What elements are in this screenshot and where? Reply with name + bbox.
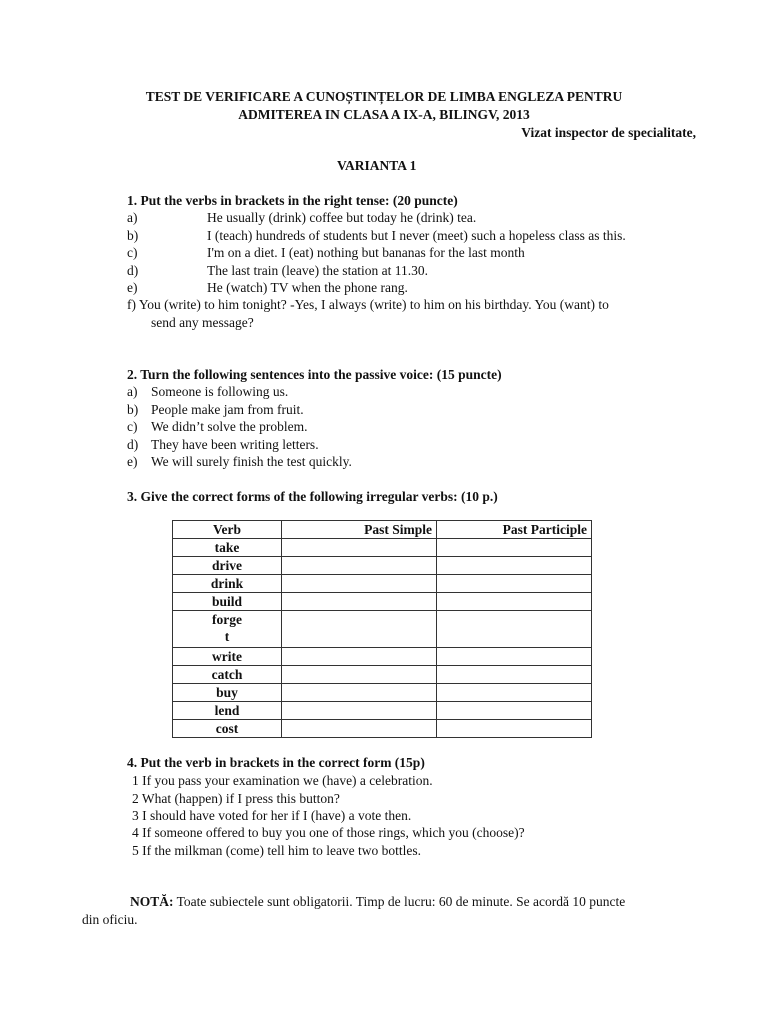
past-simple-cell	[282, 611, 437, 648]
past-simple-cell	[282, 666, 437, 684]
variant-title: VARIANTA 1	[337, 158, 417, 173]
table-row	[173, 648, 592, 666]
list-item: 3 I should have voted for her if I (have) a vote then.	[132, 808, 412, 823]
item-text: I'm on a diet. I (eat) nothing but bananas for the last month	[207, 245, 525, 260]
verb-cell: drive	[173, 557, 282, 575]
column-header-past-participle: Past Participle	[437, 521, 592, 539]
table-header-row	[173, 521, 592, 539]
item-text: The last train (leave) the station at 11.30.	[207, 262, 429, 278]
list-item	[127, 279, 687, 297]
table-row	[173, 575, 592, 593]
verb-cell	[173, 611, 282, 648]
list-item	[127, 436, 627, 454]
item-label: b)	[127, 227, 139, 243]
list-item: 2 What (happen) if I press this button?	[132, 791, 340, 806]
verb-cell: catch	[173, 666, 282, 684]
item-label: d)	[127, 436, 139, 452]
section1-item-f-line2: send any message?	[151, 315, 254, 330]
table-row	[173, 702, 592, 720]
past-simple-cell	[282, 557, 437, 575]
verb-cell: lend	[173, 702, 282, 720]
list-item: 1 If you pass your examination we (have) a celebration.	[132, 773, 433, 788]
verb-cell: build	[173, 593, 282, 611]
section1-heading: 1. Put the verbs in brackets in the right tense: (20 puncte)	[127, 193, 458, 208]
verb-part: t	[224, 629, 230, 644]
item-text: He (watch) TV when the phone rang.	[207, 280, 408, 295]
past-participle-cell	[437, 539, 592, 557]
irregular-verbs-table	[172, 520, 592, 738]
verb-part: forge	[212, 612, 242, 627]
verb-cell: take	[173, 539, 282, 557]
section2-heading: 2. Turn the following sentences into the passive voice: (15 puncte)	[127, 367, 502, 382]
list-item: 4 If someone offered to buy you one of those rings, which you (choose)?	[132, 825, 525, 840]
list-item	[127, 227, 687, 245]
note-text-1: Toate subiectele sunt obligatorii. Timp de lucru: 60 de minute. Se acordă 10 puncte	[173, 894, 626, 909]
item-label: c)	[127, 245, 138, 260]
table-row	[173, 539, 592, 557]
note-line-1	[130, 893, 625, 911]
item-text: We didn’t solve the problem.	[151, 419, 308, 434]
item-label: b)	[127, 401, 139, 417]
column-header-past-simple: Past Simple	[282, 521, 437, 539]
item-label: d)	[127, 262, 139, 278]
past-simple-cell	[282, 684, 437, 702]
table-row	[173, 720, 592, 738]
approval-line: Vizat inspector de specialitate,	[521, 125, 696, 140]
past-participle-cell	[437, 611, 592, 648]
section1-list	[127, 209, 687, 297]
item-text: He usually (drink) coffee but today he (drink) tea.	[207, 210, 477, 225]
past-participle-cell	[437, 648, 592, 666]
past-simple-cell	[282, 593, 437, 611]
past-participle-cell	[437, 666, 592, 684]
item-label: a)	[127, 210, 138, 225]
item-label: e)	[127, 280, 138, 295]
item-label: c)	[127, 419, 138, 434]
list-item	[127, 453, 627, 471]
column-header-verb: Verb	[173, 521, 282, 539]
past-participle-cell	[437, 557, 592, 575]
past-simple-cell	[282, 702, 437, 720]
past-participle-cell	[437, 702, 592, 720]
verb-cell: buy	[173, 684, 282, 702]
list-item	[127, 418, 627, 436]
past-participle-cell	[437, 575, 592, 593]
past-simple-cell	[282, 648, 437, 666]
item-label: a)	[127, 384, 138, 399]
list-item	[127, 209, 687, 227]
section1-item-f-line1: f) You (write) to him tonight? -Yes, I always (write) to him on his birthday. You (want) to	[127, 297, 609, 312]
list-item	[127, 244, 687, 262]
section2-list	[127, 383, 627, 471]
verb-cell: write	[173, 648, 282, 666]
title-line-1: TEST DE VERIFICARE A CUNOȘTINȚELOR DE LIMBA ENGLEZA PENTRU	[145, 89, 623, 104]
note-line-2: din oficiu.	[82, 912, 138, 927]
list-item	[127, 262, 687, 280]
past-simple-cell	[282, 720, 437, 738]
past-participle-cell	[437, 720, 592, 738]
table-row	[173, 593, 592, 611]
table-row	[173, 557, 592, 575]
list-item	[127, 383, 627, 401]
list-item: 5 If the milkman (come) tell him to leave two bottles.	[132, 843, 422, 858]
table-row	[173, 611, 592, 648]
title-line-2: ADMITEREA IN CLASA A IX-A, BILINGV, 2013	[238, 107, 530, 122]
item-text: People make jam from fruit.	[151, 401, 304, 417]
section3-heading: 3. Give the correct forms of the following irregular verbs: (10 p.)	[127, 489, 498, 504]
item-text: Someone is following us.	[151, 384, 289, 399]
list-item	[127, 401, 627, 419]
item-text: They have been writing letters.	[151, 436, 319, 452]
item-text: We will surely finish the test quickly.	[151, 454, 352, 469]
section4-heading: 4. Put the verb in brackets in the correct form (15p)	[127, 755, 425, 770]
table-row	[173, 684, 592, 702]
past-simple-cell	[282, 575, 437, 593]
item-text: I (teach) hundreds of students but I never (meet) such a hopeless class as this.	[207, 227, 626, 243]
past-participle-cell	[437, 593, 592, 611]
note-label: NOTĂ:	[130, 894, 174, 909]
table-row	[173, 666, 592, 684]
past-simple-cell	[282, 539, 437, 557]
verb-cell: cost	[173, 720, 282, 738]
verb-cell: drink	[173, 575, 282, 593]
past-participle-cell	[437, 684, 592, 702]
item-label: e)	[127, 454, 138, 469]
